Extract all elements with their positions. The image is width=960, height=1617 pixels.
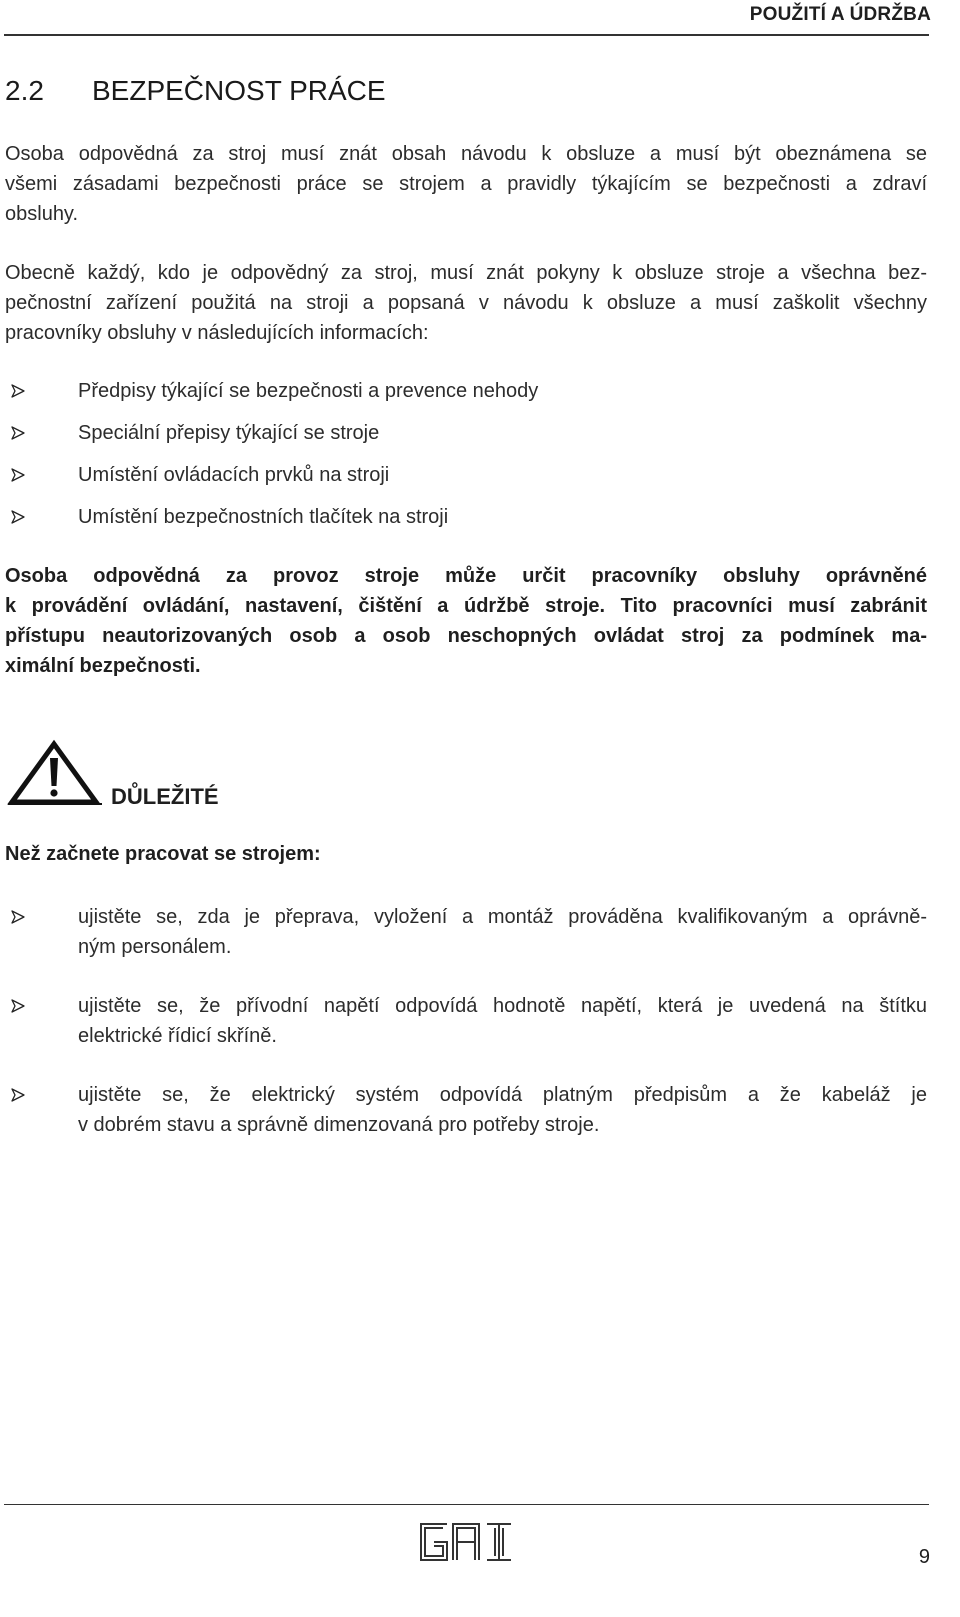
page-number: 9 [918, 1546, 930, 1568]
checklist-line: ujistěte se, že přívodní napětí odpovídá hodnotě napětí, která je uvedená na štítku [78, 995, 927, 1017]
intro-line: Osoba odpovědná za stroj musí znát obsah návodu k obsluze a musí být obeznámena se [5, 143, 927, 165]
gai-logo [417, 1520, 515, 1564]
checklist-item [5, 902, 927, 962]
checklist-heading: Než začnete pracovat se strojem: [5, 843, 321, 865]
responsibility-line: ximální bezpečnosti. [5, 655, 201, 677]
section-number: 2.2 [5, 75, 44, 106]
checklist-item-text [78, 1080, 927, 1140]
list-item-text: Umístění bezpečnostních tlačítek na stroji [78, 506, 449, 528]
responsibility-paragraph [5, 561, 927, 681]
arrow-bullet-icon [11, 510, 25, 524]
arrow-bullet-icon [11, 468, 25, 482]
arrow-bullet-icon [11, 910, 25, 924]
responsibility-line: přístupu neautorizovaných osob a osob neschopných ovládat stroj za podmínek ma- [5, 625, 927, 647]
arrow-bullet-icon [11, 999, 25, 1013]
warning-triangle-icon [6, 738, 104, 808]
checklist [5, 902, 927, 1140]
running-header-title: POUŽITÍ A ÚDRŽBA [749, 4, 931, 25]
important-label: DŮLEŽITÉ [111, 784, 219, 809]
checklist-item-text [78, 902, 927, 962]
footer-divider [4, 1504, 929, 1505]
info-list [5, 376, 927, 532]
checklist-item [5, 991, 927, 1051]
header-divider [4, 34, 929, 36]
checklist-line: v dobrém stavu a správně dimenzovaná pro potřeby stroje. [78, 1114, 600, 1136]
responsibility-line: Osoba odpovědná za provoz stroje může určit pracovníky obsluhy oprávněné [5, 565, 927, 587]
general-line: pracovníky obsluhy v následujících informacích: [5, 322, 429, 344]
list-item [5, 418, 927, 448]
checklist-line: elektrické řídicí skříně. [78, 1025, 277, 1047]
logo-text: GAI [465, 1548, 467, 1549]
section-title [5, 75, 386, 107]
arrow-bullet-icon [11, 1088, 25, 1102]
checklist-line: ujistěte se, že elektrický systém odpovídá platným předpisům a že kabeláž je [78, 1084, 927, 1106]
arrow-bullet-icon [11, 384, 25, 398]
general-paragraph [5, 258, 927, 348]
general-line: Obecně každý, kdo je odpovědný za stroj, musí znát pokyny k obsluze stroje a všechna bez- [5, 262, 927, 284]
checklist-line: ným personálem. [78, 936, 232, 958]
responsibility-line: k provádění ovládání, nastavení, čištění a údržbě stroje. Tito pracovníci musí zabránit [5, 595, 927, 617]
general-line: pečnostní zařízení použitá na stroji a popsaná v návodu k obsluze a musí zaškolit všechny [5, 292, 927, 314]
list-item [5, 376, 927, 406]
checklist-line: ujistěte se, zda je přeprava, vyložení a montáž prováděna kvalifikovaným a oprávně- [78, 906, 927, 928]
list-item-text: Umístění ovládacích prvků na stroji [78, 464, 390, 486]
list-item [5, 460, 927, 490]
intro-paragraph [5, 139, 927, 229]
intro-line: obsluhy. [5, 203, 79, 225]
list-item [5, 502, 927, 532]
intro-line: všemi zásadami bezpečnosti práce se strojem a pravidly týkajícím se bezpečnosti a zdraví [5, 173, 927, 195]
checklist-item [5, 1080, 927, 1140]
arrow-bullet-icon [11, 426, 25, 440]
list-item-text: Speciální přepisy týkající se stroje [78, 422, 380, 444]
list-item-text: Předpisy týkající se bezpečnosti a prevence nehody [78, 380, 539, 402]
section-title-text: BEZPEČNOST PRÁCE [92, 75, 386, 106]
checklist-item-text [78, 991, 927, 1051]
